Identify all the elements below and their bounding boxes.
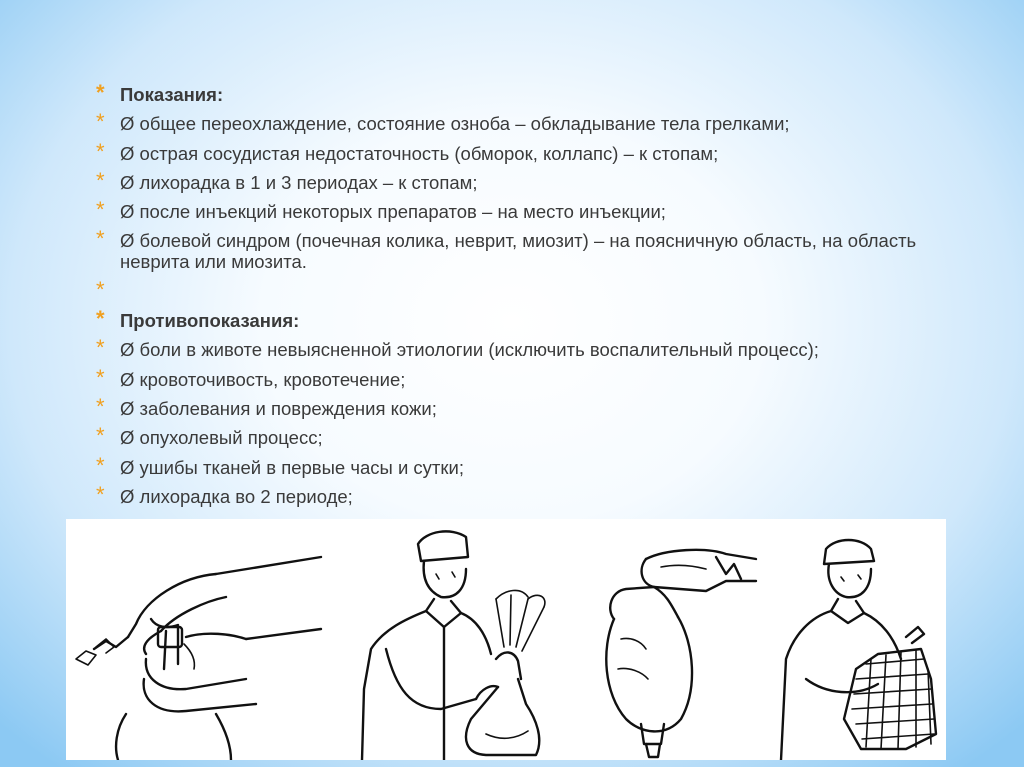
bullet-item	[96, 226, 976, 273]
bullet-marker: *	[96, 167, 105, 193]
bullet-item	[96, 109, 976, 135]
bullet-marker: *	[96, 197, 105, 223]
bullet-item	[96, 393, 976, 419]
bullet-marker: *	[96, 109, 105, 135]
panel-unscrew-stopper	[76, 557, 321, 760]
bullet-text: Ø лихорадка во 2 периоде;	[120, 485, 353, 507]
bullet-marker: *	[96, 276, 105, 302]
bullet-text: Ø лихорадка в 1 и 3 периодах – к стопам;	[120, 171, 478, 193]
bullet-text: Ø болевой синдром (почечная колика, неврит, миозит) – на поясничную область, на область неврита или миозита.	[120, 230, 917, 273]
bullet-marker: *	[96, 335, 105, 361]
bullet-marker: *	[96, 481, 105, 507]
bullet-text: Ø заболевания и повреждения кожи;	[120, 397, 437, 419]
bullet-text: Ø общее переохлаждение, состояние озноба – обкладывание тела грелками;	[120, 113, 790, 135]
bullet-item	[96, 197, 976, 223]
bullet-item	[96, 423, 976, 449]
illustration-drawing	[66, 519, 946, 760]
bullet-item	[96, 452, 976, 478]
bullet-marker: *	[96, 423, 105, 449]
bullet-text: Показания:	[120, 84, 224, 105]
bullet-text: Ø ушибы тканей в первые часы и сутки;	[120, 456, 464, 478]
bullet-item	[96, 335, 976, 361]
bullet-item	[96, 481, 976, 507]
bullet-marker: *	[96, 306, 105, 332]
bullet-text: Ø боли в животе невыясненной этиологии (исключить воспалительный процесс);	[120, 339, 819, 361]
panel-wrap-in-cloth	[781, 540, 936, 760]
bullet-item	[96, 167, 976, 193]
bullet-marker: *	[96, 364, 105, 390]
bullet-text: Ø кровоточивость, кровотечение;	[120, 368, 406, 390]
bullet-item	[96, 138, 976, 164]
bullet-text: Ø острая сосудистая недостаточность (обморок, коллапс) – к стопам;	[120, 142, 719, 164]
bullet-item	[96, 364, 976, 390]
bullet-item	[96, 306, 976, 332]
bullet-marker: *	[96, 393, 105, 419]
bullet-marker: *	[96, 138, 105, 164]
bullet-marker: *	[96, 226, 105, 252]
bullet-text: Ø после инъекций некоторых препаратов – на место инъекции;	[120, 201, 666, 223]
hot-water-bottle-illustration	[66, 519, 946, 760]
bullet-item	[96, 80, 976, 105]
bullet-text: Противопоказания:	[120, 310, 300, 332]
panel-squeeze-air	[362, 531, 545, 760]
panel-check-leak	[606, 550, 756, 757]
bullet-marker: *	[96, 80, 105, 105]
bullet-text: Ø опухолевый процесс;	[120, 427, 323, 449]
bullet-item-empty	[96, 276, 976, 302]
bullet-marker: *	[96, 452, 105, 478]
bullet-list	[96, 80, 976, 515]
